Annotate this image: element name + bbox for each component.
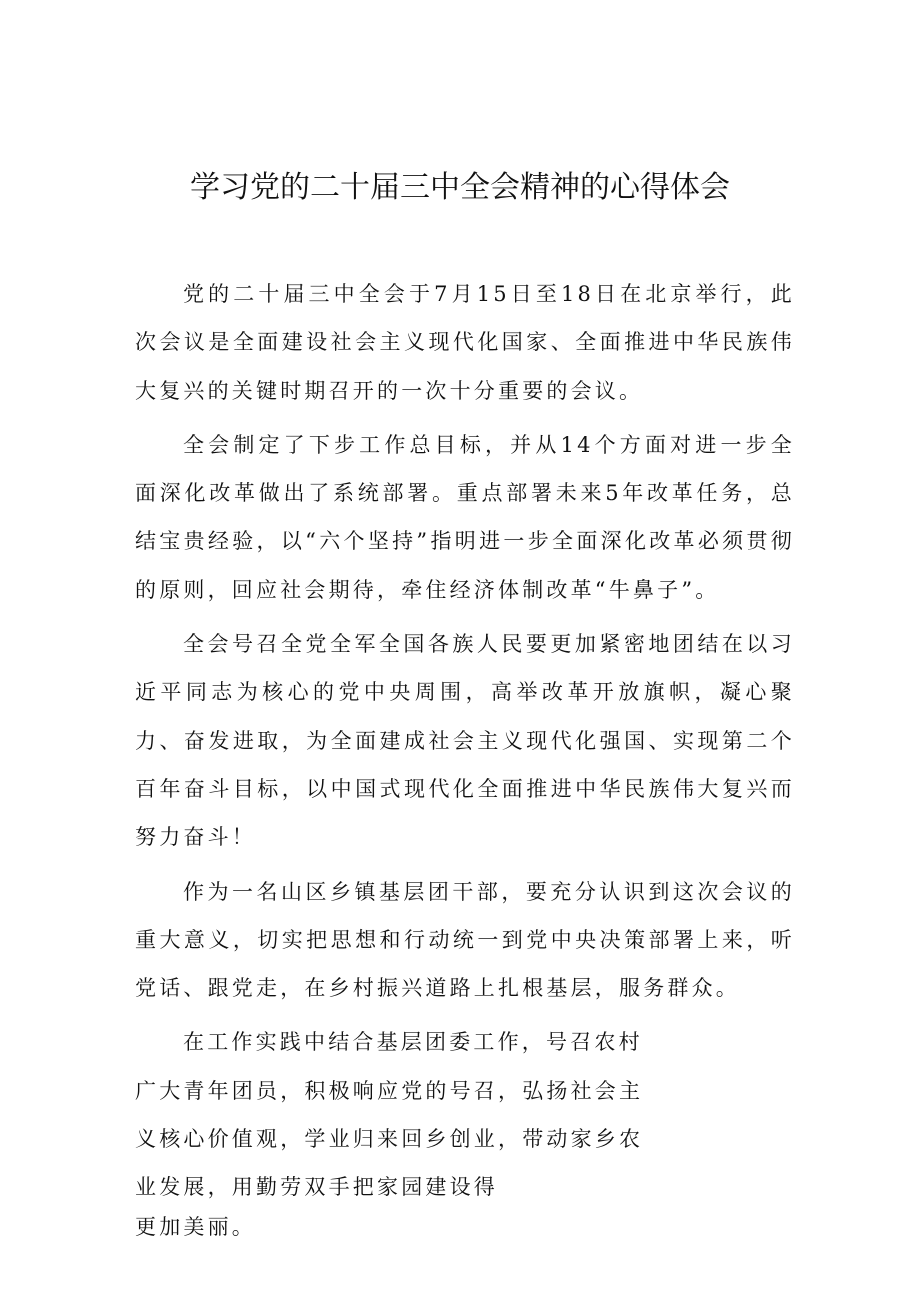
- paragraph: 全会制定了下步工作总目标，并从14个方面对进一步全面深化改革做出了系统部署。重点部署未来5年改革任务，总结宝贵经验，以“六个坚持”指明进一步全面深化改革必须贯彻的原则，回应社会期待，牵住经济体制改革“牛鼻子”。: [135, 432, 795, 602]
- paragraph: 在工作实践中结合基层团委工作，号召农村广大青年团员，积极响应党的号召，弘扬社会主义核心价值观，学业归来回乡创业，带动家乡农业发展，用勤劳双手把家园建设得: [135, 1030, 644, 1200]
- paragraph: 作为一名山区乡镇基层团干部，要充分认识到这次会议的重大意义，切实把思想和行动统一到党中央决策部署上来，听党话、跟党走，在乡村振兴道路上扎根基层，服务群众。: [135, 879, 795, 1001]
- document-title: 学习党的二十届三中全会精神的心得体会: [190, 170, 730, 205]
- paragraph: 全会号召全党全军全国各族人民要更加紧密地团结在以习近平同志为核心的党中央周围，高举改革开放旗帜，凝心聚力、奋发进取，为全面建成社会主义现代化强国、实现第二个百年奋斗目标，以中国式现代化全面推进中华民族伟大复兴而努力奋斗！: [135, 632, 795, 850]
- paragraph: 党的二十届三中全会于7月15日至18日在北京举行，此次会议是全面建设社会主义现代化国家、全面推进中华民族伟大复兴的关键时期召开的一次十分重要的会议。: [135, 282, 795, 403]
- document-body: [135, 270, 795, 1242]
- closing-line: 更加美丽。: [135, 1214, 256, 1239]
